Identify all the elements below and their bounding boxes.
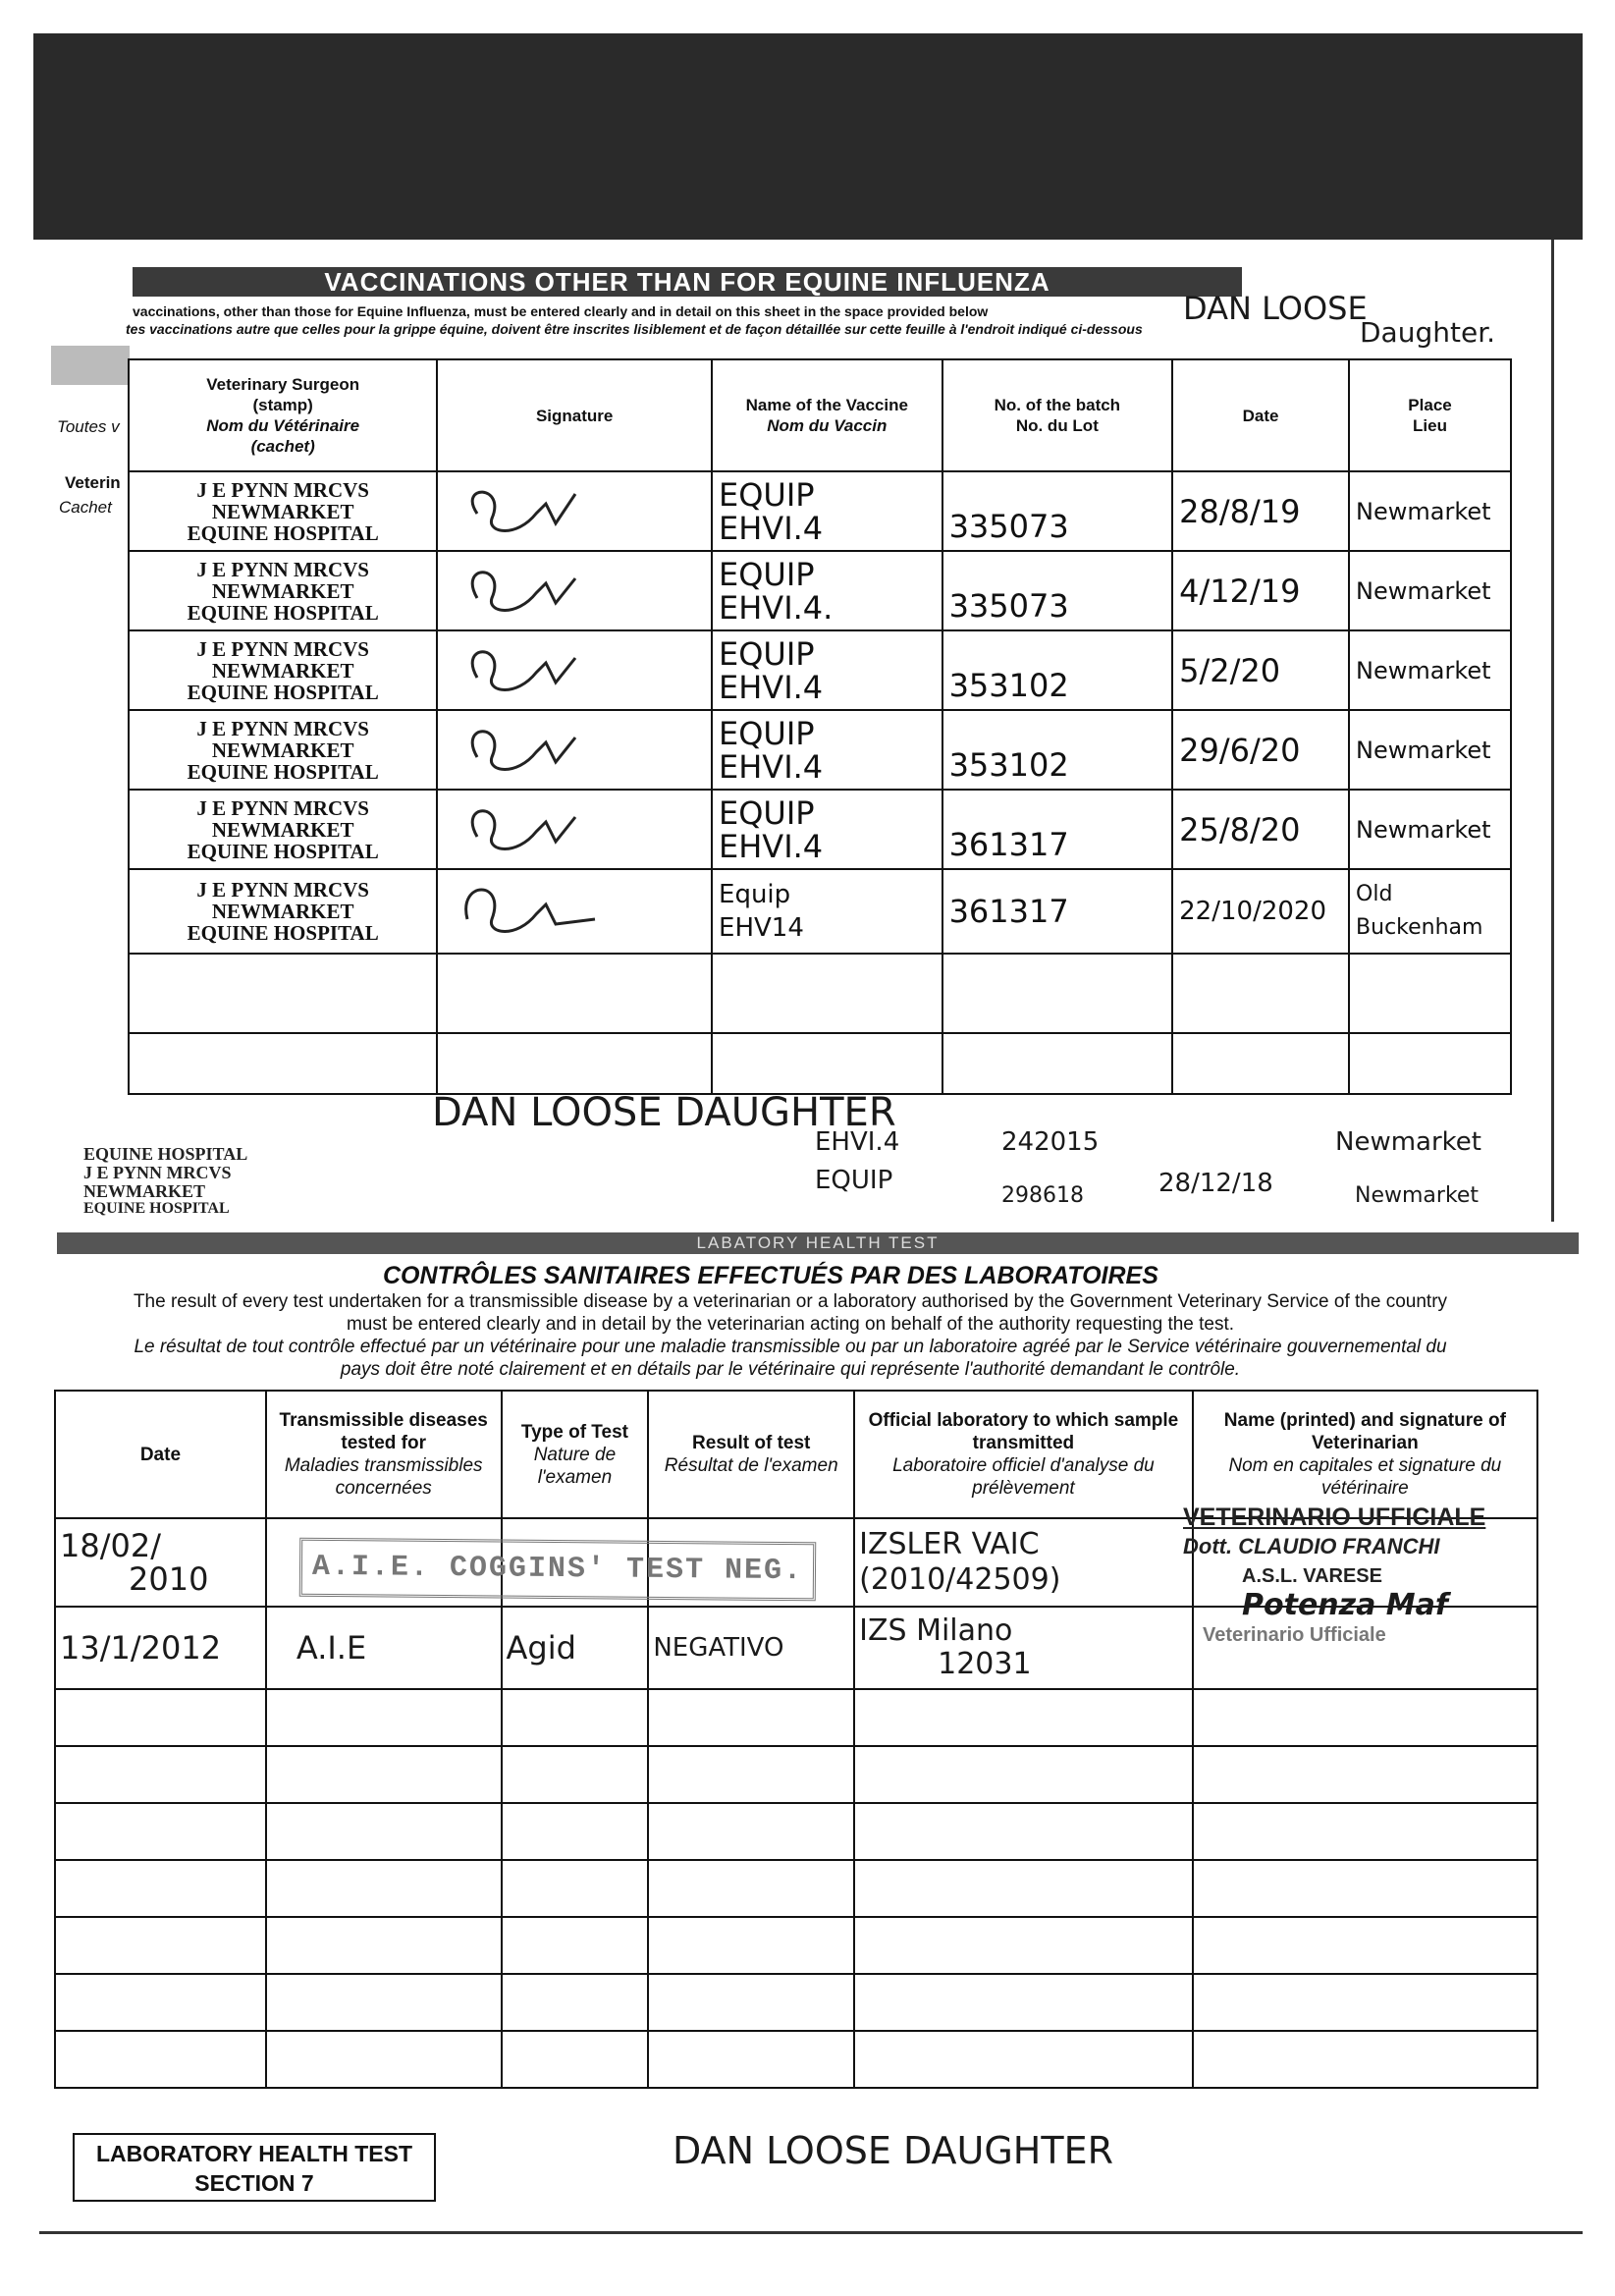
date-cell: 4/12/19	[1172, 551, 1349, 630]
empty-cell	[1193, 1746, 1537, 1803]
vet-line: EQUINE HOSPITAL	[187, 921, 379, 946]
vet-line: NEWMARKET	[211, 658, 354, 683]
under-vaccine: EQUIP	[815, 1166, 893, 1195]
empty-cell	[55, 1917, 266, 1974]
empty-cell	[854, 1974, 1193, 2031]
place-cell: Newmarket	[1349, 710, 1511, 790]
vaccine-cell	[712, 551, 942, 630]
torn-corner	[51, 346, 130, 385]
empty-cell	[129, 1033, 437, 1094]
left-fragment: Veterin	[65, 473, 121, 492]
lab-test-table	[54, 1390, 1538, 2089]
vaccination-table	[128, 358, 1512, 1095]
empty-cell	[1193, 2031, 1537, 2088]
aie-test-stamp: A.I.E. COGGINS' TEST NEG.	[299, 1538, 817, 1602]
empty-cell	[129, 954, 437, 1033]
vaccination-note-fr: tes vaccinations autre que celles pour la grippe équine, doivent être inscrites lisiblement et de façon détaillée sur cette feuille à l'endroit indiqué ci-dessous	[126, 321, 1143, 337]
header-vaccine	[712, 359, 942, 471]
lab-lab-line: IZSLER VAIC	[859, 1527, 1040, 1561]
place-cell: Newmarket	[1349, 790, 1511, 869]
lab-para-fr: Le résultat de tout contrôle effectué par un vétérinaire pour une maladie transmissible ou par un laboratoire agréé par le Service vétérinaire gouvernemental du	[134, 1337, 1447, 1357]
vet-line: NEWMARKET	[211, 499, 354, 523]
vaccine-line: EHVI.4	[719, 509, 824, 547]
signature-scribble	[438, 474, 634, 543]
header-vet-fr: Nom du Vétérinaire	[206, 416, 360, 436]
vaccination-row	[129, 551, 1511, 630]
empty-cell	[1193, 1803, 1537, 1860]
place-cell: Newmarket	[1349, 630, 1511, 710]
lab-header-date	[55, 1391, 266, 1518]
empty-cell	[502, 1974, 649, 2031]
signature-scribble	[438, 554, 634, 623]
lab-lab-line: IZS Milano	[859, 1613, 1013, 1648]
header-vaccine-en: Name of the Vaccine	[745, 396, 908, 415]
vaccine-line: EQUIP	[719, 475, 815, 514]
vaccine-cell	[712, 630, 942, 710]
date-cell: 22/10/2020	[1172, 869, 1349, 953]
handwritten-name: DAN LOOSE DAUGHTER	[673, 2129, 1113, 2172]
empty-cell	[55, 1974, 266, 2031]
header-signature: Signature	[437, 359, 712, 471]
vaccination-row	[129, 790, 1511, 869]
empty-cell	[1193, 1917, 1537, 1974]
empty-cell	[266, 2031, 502, 2088]
place-cell: Newmarket	[1349, 471, 1511, 551]
header-place-fr: Lieu	[1413, 416, 1447, 436]
lab-header-lab-fr: Laboratoire officiel d'analyse du prélèvement	[892, 1455, 1155, 1499]
signature-cell	[437, 710, 712, 790]
vet-stamp	[129, 630, 437, 710]
vaccination-row-empty	[129, 1033, 1511, 1094]
date-cell: 29/6/20	[1172, 710, 1349, 790]
empty-cell	[854, 1689, 1193, 1746]
header-batch-fr: No. du Lot	[1015, 416, 1099, 436]
empty-cell	[502, 2031, 649, 2088]
empty-cell	[55, 2031, 266, 2088]
empty-cell	[502, 1746, 649, 1803]
empty-cell	[266, 1860, 502, 1917]
vet-line: NEWMARKET	[211, 578, 354, 603]
vaccine-cell	[712, 710, 942, 790]
lab-date-line: 18/02/	[60, 1527, 161, 1564]
under-date: 28/12/18	[1158, 1169, 1273, 1198]
lab-row-empty	[55, 1917, 1537, 1974]
header-vet-en-2: (stamp)	[252, 396, 313, 415]
vet-line: EQUINE HOSPITAL	[187, 520, 379, 545]
vet-line: NEWMARKET	[211, 738, 354, 762]
empty-cell	[266, 1689, 502, 1746]
header-vet	[129, 359, 437, 471]
vaccine-cell	[712, 471, 942, 551]
empty-cell	[648, 1746, 854, 1803]
header-vaccine-fr: Nom du Vaccin	[767, 416, 888, 436]
lab-header-row	[55, 1391, 1537, 1518]
lab-result-cell: NEGATIVO	[648, 1607, 854, 1689]
lab-header-disease-fr: Maladies transmissibles concernées	[284, 1455, 483, 1499]
lab-lab-cell	[854, 1518, 1193, 1607]
batch-cell: 361317	[942, 790, 1173, 869]
place-cell: Newmarket	[1349, 551, 1511, 630]
lab-header-name-en: Name (printed) and signature of Veterinarian	[1223, 1410, 1506, 1453]
signature-cell	[437, 551, 712, 630]
date-cell: 5/2/20	[1172, 630, 1349, 710]
signature-cell	[437, 630, 712, 710]
empty-cell	[854, 1917, 1193, 1974]
vaccination-row-empty	[129, 954, 1511, 1033]
section-title: LABORATORY HEALTH TEST	[96, 2141, 412, 2166]
lab-header-name	[1193, 1391, 1537, 1518]
vaccination-row	[129, 869, 1511, 953]
vaccine-cell	[712, 790, 942, 869]
lab-header-result-en: Result of test	[692, 1433, 811, 1453]
signature-scribble	[438, 875, 634, 944]
lab-row-empty	[55, 1746, 1537, 1803]
header-date: Date	[1172, 359, 1349, 471]
vet-line: J E PYNN MRCVS	[196, 477, 369, 502]
empty-cell	[55, 1746, 266, 1803]
vaccination-row	[129, 630, 1511, 710]
lab-date-line: 2010	[129, 1560, 209, 1598]
lab-type-cell: Agid	[502, 1607, 649, 1689]
vaccine-line: EQUIP	[719, 714, 815, 752]
lab-header-date-text: Date	[139, 1444, 182, 1465]
under-vet-line: NEWMARKET	[83, 1181, 206, 1201]
handwritten-name: DAN LOOSE DAUGHTER	[432, 1090, 896, 1135]
empty-cell	[1172, 1033, 1349, 1094]
batch-cell: 353102	[942, 630, 1173, 710]
lab-row-empty	[55, 1974, 1537, 2031]
vaccine-line: EHVI.4	[719, 747, 824, 786]
vet-line: J E PYNN MRCVS	[196, 636, 369, 661]
lab-disease-cell: A.I.E	[266, 1607, 502, 1689]
under-vaccine: EHVI.4	[815, 1127, 900, 1157]
lab-header-name-fr: Nom en capitales et signature du vétérinaire	[1228, 1455, 1502, 1499]
empty-cell	[648, 1917, 854, 1974]
vet-line: NEWMARKET	[211, 900, 354, 924]
empty-cell	[648, 1860, 854, 1917]
empty-cell	[712, 954, 942, 1033]
vet-stamp-line: A.S.L. VARESE	[1242, 1565, 1382, 1587]
vet-line: EQUINE HOSPITAL	[187, 839, 379, 863]
under-place: Newmarket	[1355, 1183, 1480, 1208]
vet-stamp	[129, 790, 437, 869]
empty-cell	[55, 1689, 266, 1746]
signature-scribble	[438, 713, 634, 782]
scan-shadow	[33, 33, 1583, 240]
empty-cell	[648, 1803, 854, 1860]
vaccine-line: EQUIP	[719, 793, 815, 832]
vaccine-line: EHV14	[719, 913, 804, 944]
vaccine-line: EQUIP	[719, 634, 815, 673]
vaccine-line: EHVI.4	[719, 668, 824, 706]
empty-cell	[854, 1746, 1193, 1803]
lab-para-en: The result of every test undertaken for a transmissible disease by a veterinarian or a laboratory authorised by the Government Veterinary Service of the country	[133, 1291, 1448, 1312]
under-vet-line: EQUINE HOSPITAL	[83, 1200, 230, 1217]
date-cell: 28/8/19	[1172, 471, 1349, 551]
empty-cell	[1172, 954, 1349, 1033]
empty-cell	[648, 2031, 854, 2088]
vet-line: EQUINE HOSPITAL	[187, 680, 379, 704]
vaccine-line: Equip	[719, 880, 791, 910]
vet-line: EQUINE HOSPITAL	[187, 759, 379, 784]
section-number: SECTION 7	[194, 2170, 314, 2196]
vet-line: J E PYNN MRCVS	[196, 795, 369, 820]
empty-cell	[1193, 1860, 1537, 1917]
lab-header-type-en: Type of Test	[520, 1421, 628, 1443]
empty-cell	[648, 1974, 854, 2031]
empty-cell	[942, 1033, 1173, 1094]
header-batch-en: No. of the batch	[994, 396, 1121, 415]
empty-cell	[648, 1689, 854, 1746]
empty-cell	[502, 1860, 649, 1917]
lab-row-empty	[55, 2031, 1537, 2088]
empty-cell	[854, 1803, 1193, 1860]
vet-stamp-line: VETERINARIO UFFICIALE	[1183, 1503, 1486, 1531]
empty-cell	[942, 954, 1173, 1033]
vaccination-header-row	[129, 359, 1511, 471]
vet-stamp-line: Dott. CLAUDIO FRANCHI	[1183, 1534, 1440, 1558]
vet-signature: Potenza Maf	[1242, 1588, 1448, 1622]
empty-cell	[1349, 1033, 1511, 1094]
vet-line: NEWMARKET	[211, 817, 354, 842]
vet-stamp	[129, 710, 437, 790]
lab-header-lab-en: Official laboratory to which sample transmitted	[868, 1410, 1179, 1453]
vaccination-banner: VACCINATIONS OTHER THAN FOR EQUINE INFLUENZA	[133, 267, 1242, 297]
header-batch	[942, 359, 1173, 471]
header-vet-fr-2: (cachet)	[250, 437, 315, 457]
lab-header-result-fr: Résultat de l'examen	[664, 1455, 838, 1476]
lab-row-empty	[55, 1803, 1537, 1860]
empty-cell	[55, 1860, 266, 1917]
empty-cell	[712, 1033, 942, 1094]
vaccine-line: EHVI.4	[719, 827, 824, 865]
empty-cell	[266, 1917, 502, 1974]
vet-line: J E PYNN MRCVS	[196, 878, 369, 902]
empty-cell	[1193, 1689, 1537, 1746]
header-place	[1349, 359, 1511, 471]
vet-line: EQUINE HOSPITAL	[187, 600, 379, 625]
lab-lab-line: 12031	[938, 1647, 1032, 1681]
signature-cell	[437, 869, 712, 953]
vaccination-row	[129, 471, 1511, 551]
lab-row-empty	[55, 1860, 1537, 1917]
lab-header-disease-en: Transmissible diseases tested for	[279, 1410, 488, 1453]
lab-lab-cell	[854, 1607, 1193, 1689]
lab-header-type	[502, 1391, 649, 1518]
lab-date-cell	[55, 1518, 266, 1607]
empty-cell	[854, 1860, 1193, 1917]
handwritten-name-2: Daughter.	[1360, 316, 1496, 349]
lab-header-result	[648, 1391, 854, 1518]
header-place-en: Place	[1408, 396, 1452, 415]
empty-cell	[502, 1803, 649, 1860]
vet-stamp-line: Veterinario Ufficiale	[1203, 1624, 1386, 1646]
under-vet-line: EQUINE HOSPITAL	[83, 1144, 248, 1164]
empty-cell	[437, 1033, 712, 1094]
empty-cell	[1349, 954, 1511, 1033]
handwritten-name: DAN LOOSE	[1183, 290, 1368, 327]
left-fragment: Toutes v	[57, 417, 120, 436]
empty-cell	[437, 954, 712, 1033]
lab-header-lab	[854, 1391, 1193, 1518]
batch-cell: 353102	[942, 710, 1173, 790]
lab-lab-line: (2010/42509)	[859, 1562, 1061, 1597]
empty-cell	[502, 1917, 649, 1974]
under-vet-line: J E PYNN MRCVS	[83, 1163, 232, 1182]
empty-cell	[502, 1689, 649, 1746]
empty-cell	[266, 1974, 502, 2031]
empty-cell	[266, 1746, 502, 1803]
vaccine-line: EHVI.4.	[719, 588, 834, 627]
vet-stamp	[129, 869, 437, 953]
empty-cell	[1193, 1974, 1537, 2031]
section-box	[73, 2133, 436, 2202]
empty-cell	[55, 1803, 266, 1860]
left-fragment: Cachet	[59, 498, 112, 517]
vet-line: J E PYNN MRCVS	[196, 557, 369, 581]
vet-stamp	[129, 551, 437, 630]
batch-cell: 361317	[942, 869, 1173, 953]
lab-date-cell: 13/1/2012	[55, 1607, 266, 1689]
lab-row-empty	[55, 1689, 1537, 1746]
vaccination-note-en: vaccinations, other than those for Equine Influenza, must be entered clearly and in detail on this sheet in the space provided below	[133, 303, 989, 319]
page-edge	[39, 2231, 1583, 2234]
date-cell: 25/8/20	[1172, 790, 1349, 869]
lab-para-fr: pays doit être noté clairement et en détails par le vétérinaire qui représente l'authorité demandant le contrôle.	[340, 1359, 1241, 1380]
place-cell: Old Buckenham	[1349, 869, 1511, 953]
empty-cell	[266, 1803, 502, 1860]
batch-cell: 335073	[942, 471, 1173, 551]
under-batch: 242015	[1001, 1127, 1100, 1157]
signature-cell	[437, 790, 712, 869]
signature-scribble	[438, 633, 634, 702]
under-batch: 298618	[1001, 1183, 1084, 1208]
vaccine-cell	[712, 869, 942, 953]
batch-cell: 335073	[942, 551, 1173, 630]
official-vet-stamp	[1183, 1503, 1536, 1650]
lab-title: CONTRÔLES SANITAIRES EFFECTUÉS PAR DES LABORATOIRES	[383, 1262, 1158, 1289]
signature-scribble	[438, 793, 634, 861]
lab-banner: LABATORY HEALTH TEST	[57, 1232, 1579, 1254]
lab-header-type-fr: Nature de l'examen	[533, 1444, 617, 1488]
vaccine-line: EQUIP	[719, 555, 815, 593]
under-place: Newmarket	[1335, 1127, 1481, 1157]
lab-header-disease	[266, 1391, 502, 1518]
lab-para-en: must be entered clearly and in detail by the veterinarian acting on behalf of the authority requesting the test.	[346, 1314, 1235, 1335]
vet-stamp	[129, 471, 437, 551]
signature-cell	[437, 471, 712, 551]
vaccination-row	[129, 710, 1511, 790]
vet-line: J E PYNN MRCVS	[196, 716, 369, 740]
header-vet-en: Veterinary Surgeon	[206, 375, 360, 395]
empty-cell	[854, 2031, 1193, 2088]
